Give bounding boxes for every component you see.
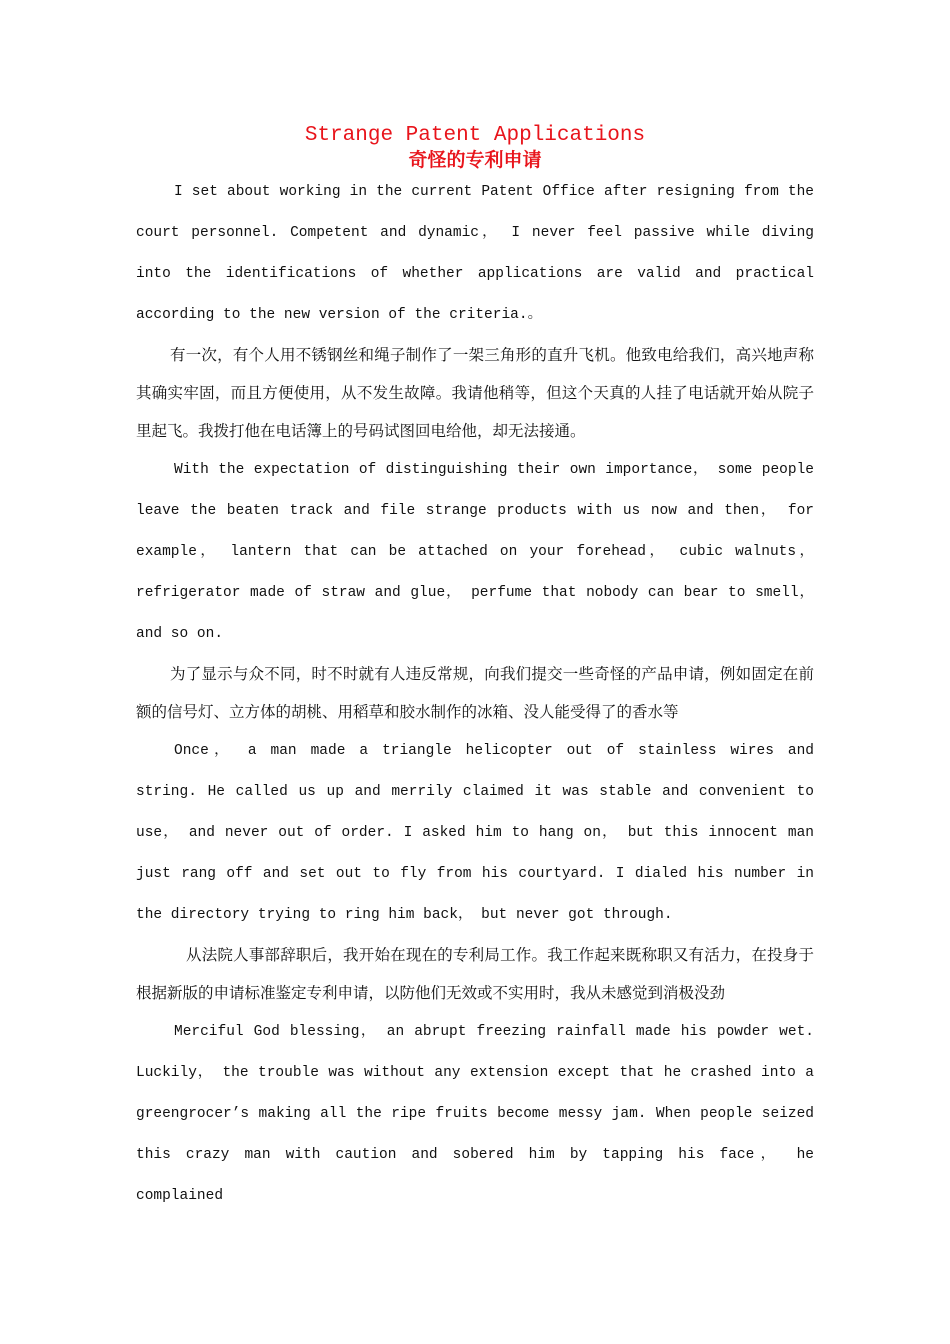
document-page <box>136 124 814 1217</box>
paragraph-zh-3: 从法院人事部辞职后，我开始在现在的专利局工作。我工作起来既称职又有活力，在投身于根据新版的申请标准鉴定专利申请，以防他们无效或不实用时，我从未感觉到消极没劲 <box>136 946 814 1002</box>
paragraph-en-4: Merciful God blessing， an abrupt freezing rainfall made his powder wet. Luckily， the trouble was without any extension except that he crashed into a greengrocer’s making all the ripe fruits become messy jam. When people seized this crazy man with caution and sobered him by tapping his face， he complained <box>136 1024 814 1204</box>
paragraph-en-3: Once， a man made a triangle helicopter out of stainless wires and string. He called us up and merrily claimed it was stable and convenient to use， and never out of order. I asked him to hang on， but this innocent man just rang off and set out to fly from his courtyard. I dialed his number in the directory trying to ring him back， but never got through. <box>136 743 814 923</box>
document-title <box>136 124 814 172</box>
title-english: Strange Patent Applications <box>304 124 646 147</box>
paragraph-en-2: With the expectation of distinguishing their own importance， some people leave the beaten track and file strange products with us now and then， for example， lantern that can be attached on your forehead， cubic walnuts， refrigerator made of straw and glue， perfume that nobody can bear to smell， and so on. <box>136 462 815 642</box>
paragraph-en-1: I set about working in the current Patent Office after resigning from the court personnel. Competent and dynamic， I never feel passive while diving into the identifications of whether applications are valid and practical according to the new version of the criteria.。 <box>136 184 814 323</box>
title-chinese: 奇怪的专利申请 <box>408 149 542 171</box>
paragraph-zh-1: 有一次，有个人用不锈钢丝和绳子制作了一架三角形的直升飞机。他致电给我们，高兴地声称其确实牢固，而且方便使用，从不发生故障。我请他稍等，但这个天真的人挂了电话就开始从院子里起飞。我拨打他在电话簿上的号码试图回电给他，却无法接通。 <box>136 346 814 440</box>
paragraph-zh-2: 为了显示与众不同，时不时就有人违反常规，向我们提交一些奇怪的产品申请，例如固定在前额的信号灯、立方体的胡桃、用稻草和胶水制作的冰箱、没人能受得了的香水等 <box>136 665 814 721</box>
